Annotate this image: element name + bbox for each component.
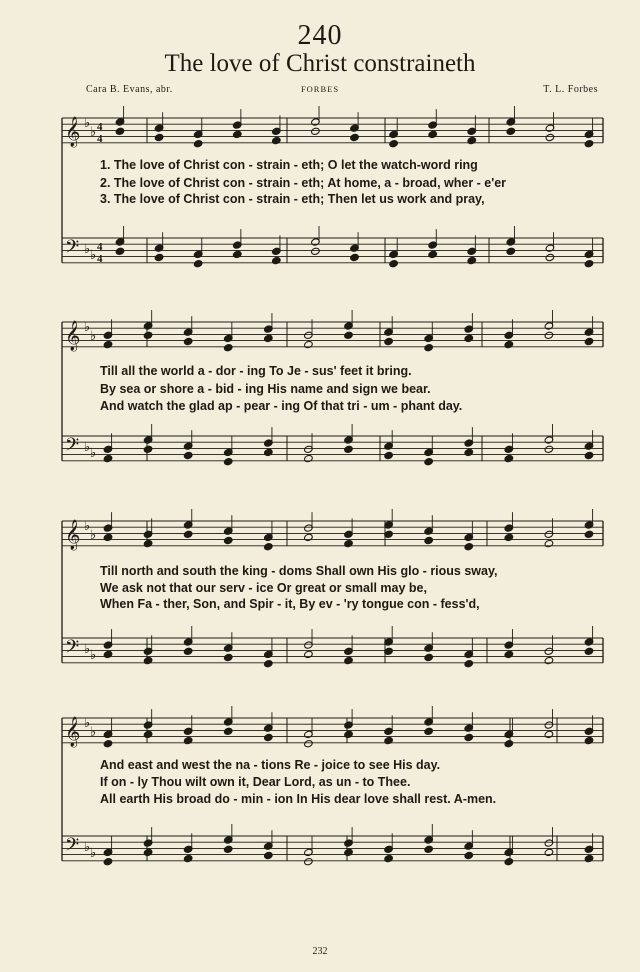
note-head xyxy=(183,530,193,538)
note-head xyxy=(504,740,514,748)
note-head xyxy=(344,730,354,738)
key-signature-flat: ♭ xyxy=(84,242,91,257)
note-head xyxy=(304,454,314,462)
note-head xyxy=(464,543,474,551)
bass-clef: 𝄢 xyxy=(65,237,80,262)
key-signature-flat: ♭ xyxy=(90,846,97,861)
note-head xyxy=(344,848,354,856)
note-head xyxy=(584,854,594,862)
time-signature: 4 xyxy=(97,241,103,253)
key-signature-flat: ♭ xyxy=(90,329,97,344)
note-head xyxy=(193,260,203,268)
note-head xyxy=(544,656,554,664)
key-signature-flat: ♭ xyxy=(84,840,91,855)
note-head xyxy=(143,445,153,453)
bass-clef: 𝄢 xyxy=(65,637,80,662)
note-head xyxy=(424,845,434,853)
note-head xyxy=(264,334,274,342)
note-head xyxy=(506,247,516,255)
lyric-line: Till all the world a - dor - ing To Je - sus' feet it bring. xyxy=(100,364,412,378)
note-head xyxy=(344,656,354,664)
note-head xyxy=(584,647,594,655)
note-head xyxy=(115,127,125,135)
note-head xyxy=(223,653,233,661)
note-head xyxy=(544,331,554,339)
note-head xyxy=(311,247,321,255)
note-head xyxy=(232,250,242,258)
note-head xyxy=(384,337,394,345)
key-signature-flat: ♭ xyxy=(84,116,91,131)
note-head xyxy=(506,127,516,135)
lyric-line: 3. The love of Christ con - strain - eth; Then let us work and pray, xyxy=(100,192,485,206)
note-head xyxy=(223,344,233,352)
time-signature: 4 xyxy=(97,133,103,145)
hymn-number: 240 xyxy=(297,20,343,51)
note-head xyxy=(544,445,554,453)
key-signature-flat: ♭ xyxy=(90,125,97,140)
lyric-line: 1. The love of Christ con - strain - eth; O let the watch-word ring xyxy=(100,158,478,172)
note-head xyxy=(584,140,594,148)
lyric-line: And east and west the na - tions Re - joice to see His day. xyxy=(100,758,441,772)
note-head xyxy=(424,727,434,735)
note-head xyxy=(344,331,354,339)
treble-clef: 𝄞 xyxy=(65,717,81,747)
note-head xyxy=(384,451,394,459)
note-head xyxy=(183,451,193,459)
author-credit: Cara B. Evans, abr. xyxy=(86,84,173,95)
note-head xyxy=(304,650,314,658)
tune-name: FORBES xyxy=(300,84,340,94)
treble-clef: 𝄞 xyxy=(65,117,81,147)
key-signature-flat: ♭ xyxy=(84,519,91,534)
note-head xyxy=(424,458,434,466)
note-head xyxy=(143,848,153,856)
page-number: 232 xyxy=(312,946,328,957)
note-head xyxy=(389,260,399,268)
note-head xyxy=(264,543,274,551)
note-head xyxy=(464,448,474,456)
note-head xyxy=(428,130,438,138)
key-signature-flat: ♭ xyxy=(84,440,91,455)
key-signature-flat: ♭ xyxy=(90,725,97,740)
note-head xyxy=(264,660,274,668)
note-head xyxy=(103,740,113,748)
lyric-line: By sea or shore a - bid - ing His name and sign we bear. xyxy=(100,382,431,396)
key-signature-flat: ♭ xyxy=(90,248,97,263)
lyric-line: We ask not that our serv - ice Or great or small may be, xyxy=(100,581,427,595)
note-head xyxy=(311,127,321,135)
note-head xyxy=(232,130,242,138)
composer-credit: T. L. Forbes xyxy=(543,84,598,95)
lyric-line: When Fa - ther, Son, and Spir - it, By ev - 'ry tongue con - fess'd, xyxy=(100,597,480,611)
lyric-line: Till north and south the king - doms Shall own His glo - rious sway, xyxy=(100,564,498,578)
note-head xyxy=(504,454,514,462)
note-head xyxy=(304,858,314,866)
note-head xyxy=(424,344,434,352)
lyric-line: If on - ly Thou wilt own it, Dear Lord, as un - to Thee. xyxy=(100,775,411,789)
note-head xyxy=(223,727,233,735)
treble-clef: 𝄞 xyxy=(65,520,81,550)
note-head xyxy=(115,247,125,255)
key-signature-flat: ♭ xyxy=(90,446,97,461)
note-head xyxy=(424,536,434,544)
note-head xyxy=(504,650,514,658)
note-head xyxy=(464,851,474,859)
note-head xyxy=(103,650,113,658)
note-head xyxy=(143,656,153,664)
key-signature-flat: ♭ xyxy=(90,648,97,663)
note-head xyxy=(264,448,274,456)
note-head xyxy=(183,854,193,862)
hymn-title: The love of Christ constraineth xyxy=(164,50,476,77)
note-head xyxy=(384,854,394,862)
note-head xyxy=(183,736,193,744)
lyric-line: All earth His broad do - min - ion In His dear love shall rest. A-men. xyxy=(100,792,497,806)
note-head xyxy=(584,451,594,459)
note-head xyxy=(504,533,514,541)
note-head xyxy=(584,530,594,538)
time-signature: 4 xyxy=(97,253,103,265)
note-head xyxy=(544,539,554,547)
note-head xyxy=(584,337,594,345)
key-signature-flat: ♭ xyxy=(84,642,91,657)
note-head xyxy=(103,340,113,348)
note-head xyxy=(350,133,360,141)
note-head xyxy=(223,536,233,544)
note-head xyxy=(584,736,594,744)
note-head xyxy=(183,647,193,655)
note-head xyxy=(143,539,153,547)
note-head xyxy=(464,733,474,741)
note-head xyxy=(223,845,233,853)
note-head xyxy=(544,848,554,856)
bass-clef: 𝄢 xyxy=(65,835,80,860)
note-head xyxy=(504,858,514,866)
key-signature-flat: ♭ xyxy=(90,528,97,543)
note-head xyxy=(154,253,164,261)
note-head xyxy=(304,533,314,541)
note-head xyxy=(264,733,274,741)
note-head xyxy=(344,539,354,547)
note-head xyxy=(464,334,474,342)
note-head xyxy=(545,253,555,261)
key-signature-flat: ♭ xyxy=(84,716,91,731)
note-head xyxy=(504,340,514,348)
note-head xyxy=(183,337,193,345)
note-head xyxy=(389,140,399,148)
note-head xyxy=(223,458,233,466)
note-head xyxy=(154,133,164,141)
note-head xyxy=(428,250,438,258)
note-head xyxy=(143,730,153,738)
note-head xyxy=(103,454,113,462)
lyric-line: And watch the glad ap - pear - ing Of that tri - um - phant day. xyxy=(100,399,463,413)
note-head xyxy=(545,133,555,141)
note-head xyxy=(467,256,477,264)
note-head xyxy=(143,331,153,339)
lyric-line: 2. The love of Christ con - strain - eth; At home, a - broad, wher - e'er xyxy=(100,176,507,190)
note-head xyxy=(467,136,477,144)
note-head xyxy=(193,140,203,148)
note-head xyxy=(264,851,274,859)
note-head xyxy=(272,136,282,144)
note-head xyxy=(103,858,113,866)
note-head xyxy=(350,253,360,261)
note-head xyxy=(344,445,354,453)
treble-clef: 𝄞 xyxy=(65,321,81,351)
bass-clef: 𝄢 xyxy=(65,435,80,460)
note-head xyxy=(584,260,594,268)
note-head xyxy=(272,256,282,264)
note-head xyxy=(103,533,113,541)
note-head xyxy=(384,736,394,744)
note-head xyxy=(304,740,314,748)
time-signature: 4 xyxy=(97,121,103,133)
note-head xyxy=(424,653,434,661)
note-head xyxy=(464,660,474,668)
note-head xyxy=(304,340,314,348)
note-head xyxy=(544,730,554,738)
key-signature-flat: ♭ xyxy=(84,320,91,335)
